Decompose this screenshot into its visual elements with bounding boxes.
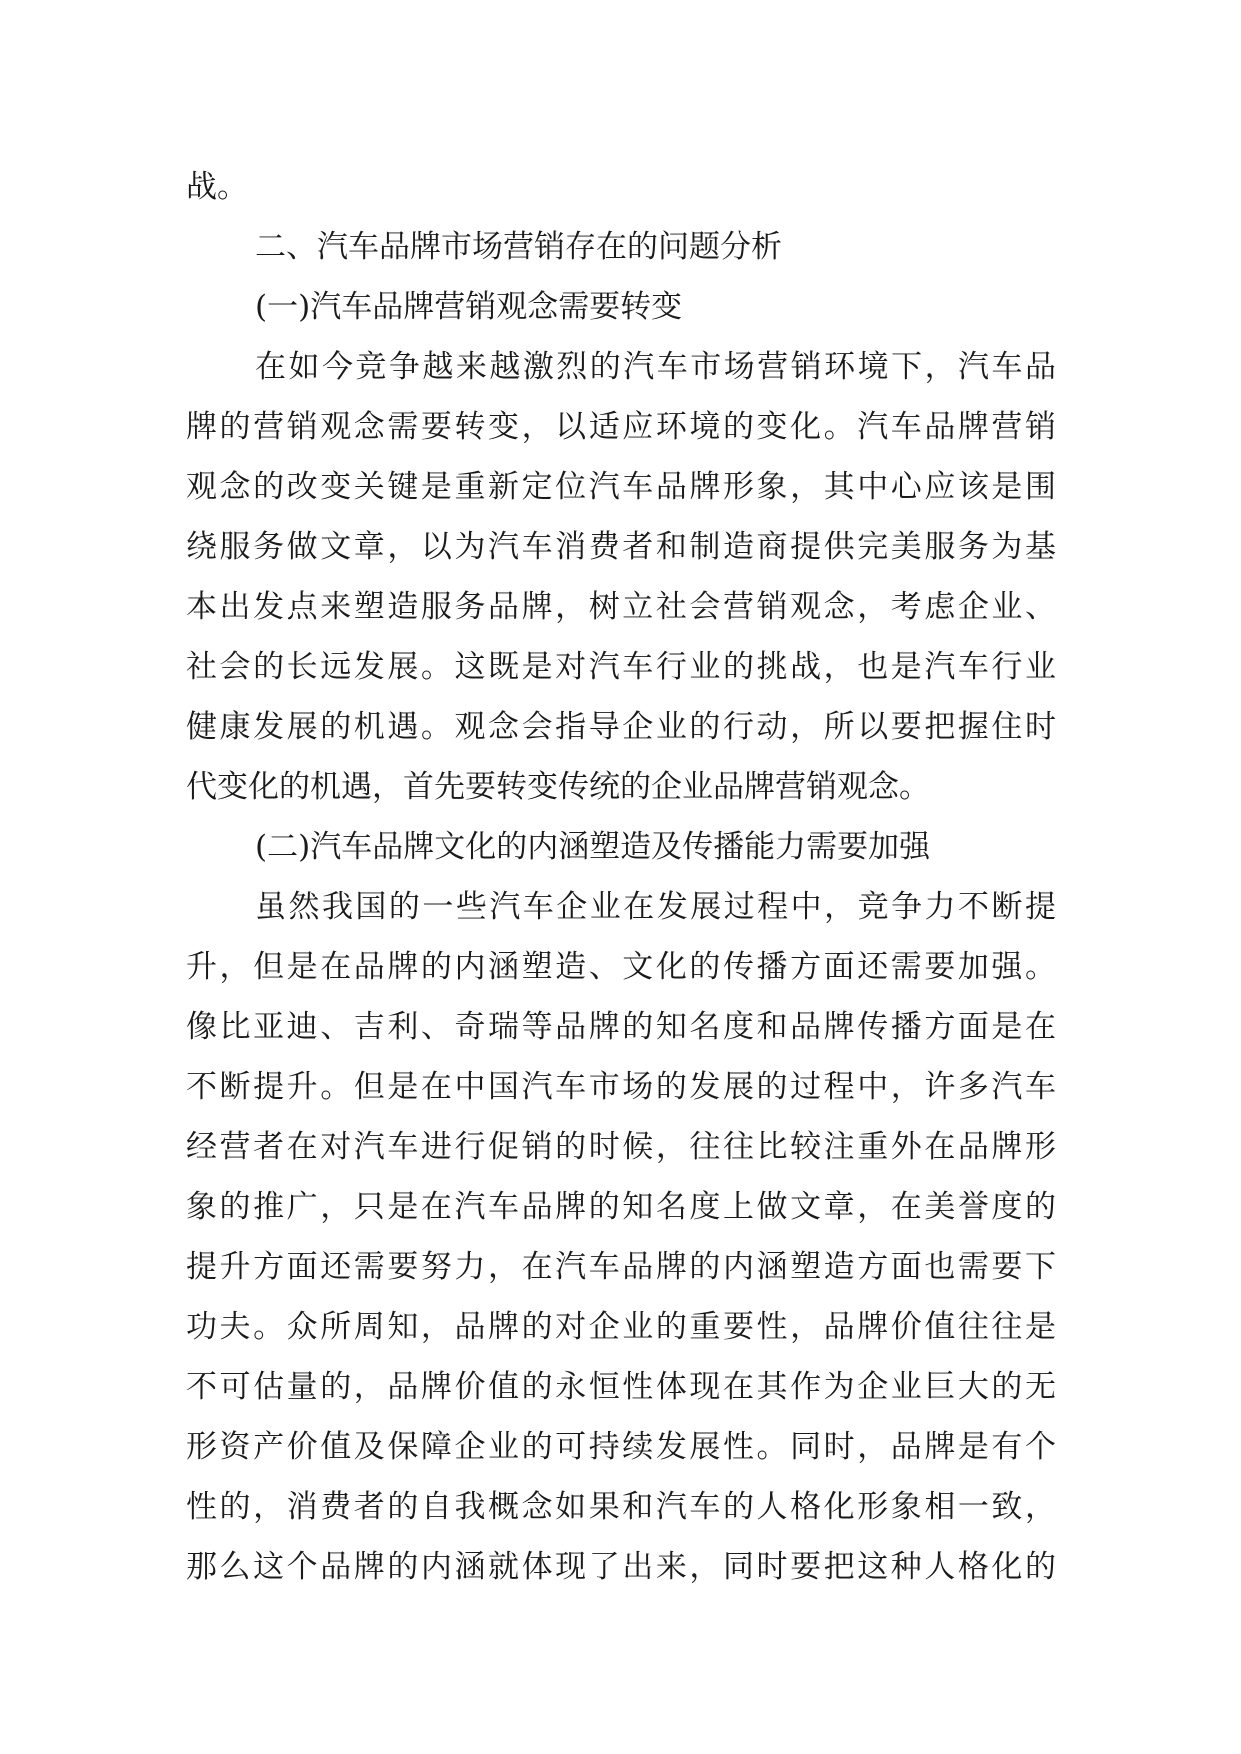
subsection-heading: (二)汽车品牌文化的内涵塑造及传播能力需要加强 [255, 829, 931, 865]
paragraph-line: 健康发展的机遇。观念会指导企业的行动，所以要把握住时 [186, 709, 1056, 745]
paragraph-line: 观念的改变关键是重新定位汽车品牌形象，其中心应该是围 [186, 469, 1056, 505]
paragraph-line: 形资产价值及保障企业的可持续发展性。同时，品牌是有个 [186, 1429, 1056, 1465]
paragraph-line: 提升方面还需要努力，在汽车品牌的内涵塑造方面也需要下 [186, 1249, 1056, 1285]
paragraph-line: 在如今竞争越来越激烈的汽车市场营销环境下，汽车品 [255, 349, 1056, 385]
paragraph-line: 绕服务做文章，以为汽车消费者和制造商提供完美服务为基 [186, 529, 1056, 565]
section-heading: 二、汽车品牌市场营销存在的问题分析 [255, 229, 782, 265]
paragraph-line: 牌的营销观念需要转变，以适应环境的变化。汽车品牌营销 [186, 409, 1056, 445]
paragraph-line: 象的推广，只是在汽车品牌的知名度上做文章，在美誉度的 [186, 1189, 1056, 1225]
subsection-heading: (一)汽车品牌营销观念需要转变 [255, 289, 683, 325]
paragraph-line: 不断提升。但是在中国汽车市场的发展的过程中，许多汽车 [186, 1069, 1056, 1105]
paragraph-line: 代变化的机遇，首先要转变传统的企业品牌营销观念。 [186, 769, 930, 805]
paragraph-line: 像比亚迪、吉利、奇瑞等品牌的知名度和品牌传播方面是在 [186, 1009, 1056, 1045]
text-line: 战。 [186, 169, 248, 205]
paragraph-line: 性的，消费者的自我概念如果和汽车的人格化形象相一致， [186, 1489, 1056, 1525]
paragraph-line: 不可估量的，品牌价值的永恒性体现在其作为企业巨大的无 [186, 1369, 1056, 1405]
paragraph-line: 经营者在对汽车进行促销的时候，往往比较注重外在品牌形 [186, 1129, 1056, 1165]
paragraph-line: 那么这个品牌的内涵就体现了出来，同时要把这种人格化的 [186, 1549, 1056, 1585]
paragraph-line: 功夫。众所周知，品牌的对企业的重要性，品牌价值往往是 [186, 1309, 1056, 1345]
paragraph-line: 社会的长远发展。这既是对汽车行业的挑战，也是汽车行业 [186, 649, 1056, 685]
paragraph-line: 升，但是在品牌的内涵塑造、文化的传播方面还需要加强。 [186, 949, 1056, 985]
paragraph-line: 虽然我国的一些汽车企业在发展过程中，竞争力不断提 [255, 889, 1056, 925]
paragraph-line: 本出发点来塑造服务品牌，树立社会营销观念，考虑企业、 [186, 589, 1056, 625]
